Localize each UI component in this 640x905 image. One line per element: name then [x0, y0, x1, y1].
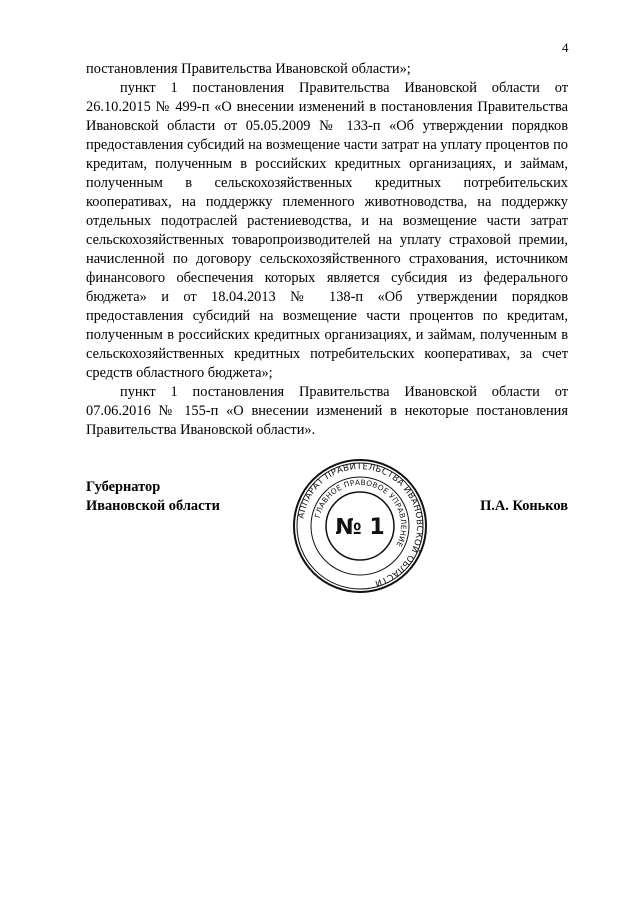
- paragraph-continuation: постановления Правительства Ивановской области»;: [86, 61, 411, 77]
- signature-block: [86, 461, 568, 618]
- paragraph-item: пункт 1 постановления Правительства Ивановской области от 07.06.2016 № 155-п «О внесении изменений в некоторые постановления Правительства Ивановской области».: [86, 384, 568, 438]
- official-seal: [292, 458, 428, 594]
- signatory-title-line: Ивановской области: [86, 498, 220, 514]
- signatory-title: [86, 478, 220, 516]
- seal-outer-text: АППАРАТ ПРАВИТЕЛЬСТВА ИВАНОВСКОЙ ОБЛАСТИ: [296, 461, 425, 588]
- seal-inner-text: ГЛАВНОЕ ПРАВОВОЕ УПРАВЛЕНИЕ: [312, 477, 409, 549]
- page-number: 4: [562, 40, 569, 55]
- seal-number: № 1: [335, 515, 385, 540]
- signatory-name: П.А. Коньков: [480, 498, 568, 514]
- paragraph-item: пункт 1 постановления Правительства Ивановской области от 26.10.2015 № 499-п «О внесении изменений в постановления Правительства Ивановской области от 05.05.2009 № 133-п «Об утверждении порядков предоставления субсидий на возмещение части затрат на уплату процентов по кредитам, полученным в российских кредитных организациях, и займам, полученным в сельскохозяйственных кредитных потребительских кооперативах, на поддержку племенного животноводства, на поддержку отдельных подотраслей растениеводства, и на возмещение части затрат сельскохозяйственных товаропроизводителей на уплату страховой премии, начисленной по договору сельскохозяйственного страхования, источником финансового обеспечения которых является субсидия из федерального бюджета» и от 18.04.2013 № 138-п «Об утверждении порядков предоставления субсидий на возмещение части процентов по кредитам, полученным в российских кредитных организациях, и займам, полученным в сельскохозяйственных кредитных потребительских кооперативах, за счет средств областного бюджета»;: [86, 80, 568, 381]
- signatory-title-line: Губернатор: [86, 479, 161, 495]
- document-body: [86, 60, 568, 440]
